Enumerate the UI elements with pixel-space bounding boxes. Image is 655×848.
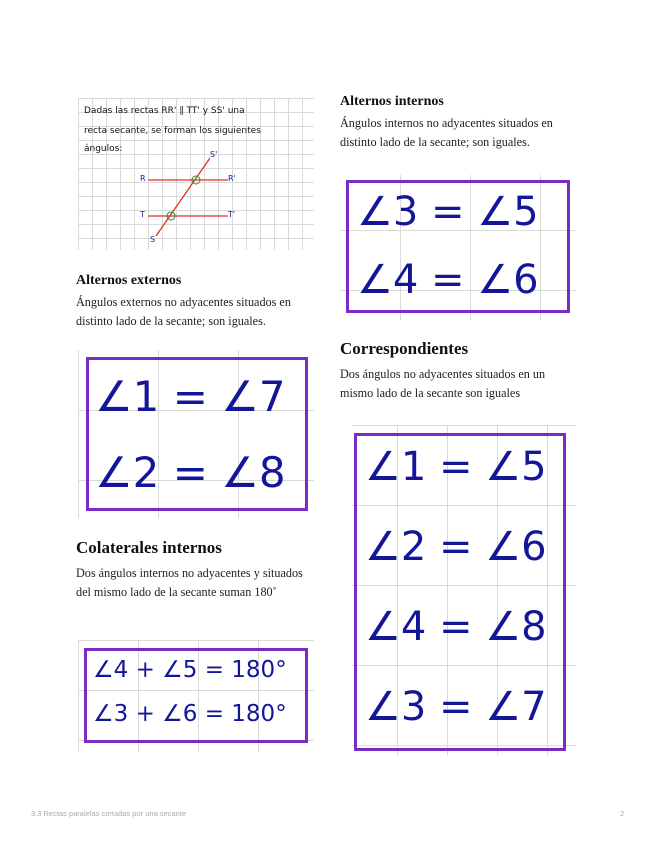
correspondientes-eq-1: ∠1 = ∠5 [365, 444, 547, 490]
alternos-internos-description: Ángulos internos no adyacentes situados en distinto lado de la secante; son iguales. [340, 116, 553, 149]
label-t-prime: T' [228, 210, 236, 219]
parallel-lines-diagram [78, 98, 314, 250]
intro-figure [78, 98, 314, 250]
colaterales-internos-box [84, 648, 308, 743]
label-r: R [140, 174, 146, 183]
alternos-internos-eq-1: ∠3 = ∠5 [357, 189, 539, 235]
colaterales-internos-eq-1: ∠4 + ∠5 = 180° [93, 657, 287, 683]
alternos-externos-title: Alternos externos [76, 273, 182, 288]
intro-text-line-2: recta secante, se forman los siguientes [84, 126, 261, 136]
alternos-externos-eq-1: ∠1 = ∠7 [95, 372, 286, 421]
alternos-externos-eq-2: ∠2 = ∠8 [95, 448, 286, 497]
correspondientes-description: Dos ángulos no adyacentes situados en un mismo lado de la secante son iguales [340, 367, 546, 400]
alternos-externos-section [76, 273, 314, 331]
correspondientes-title: Correspondientes [340, 339, 469, 358]
intro-text-line-3: ángulos: [84, 144, 123, 154]
correspondientes-eq-3: ∠4 = ∠8 [365, 604, 547, 650]
colaterales-internos-title: Colaterales internos [76, 538, 222, 557]
line-ss [156, 158, 210, 236]
correspondientes-eq-2: ∠2 = ∠6 [365, 524, 547, 570]
alternos-internos-box [346, 180, 570, 313]
colaterales-internos-eq-2: ∠3 + ∠6 = 180° [93, 701, 287, 727]
label-t: T [140, 210, 145, 219]
footer-title: 3.3 Rectas paralelas cortadas por una secante [31, 809, 187, 818]
intro-text-line-1: Dadas las rectas RR' ∥ TT' y SS' una [84, 106, 245, 116]
alternos-internos-title: Alternos internos [340, 94, 444, 109]
footer-page-number: 2 [620, 809, 625, 818]
alternos-internos-eq-2: ∠4 = ∠6 [357, 257, 539, 303]
colaterales-internos-section [76, 538, 314, 602]
label-r-prime: R' [228, 174, 236, 183]
correspondientes-box [354, 433, 566, 751]
label-s: S [150, 235, 156, 244]
label-s-prime: S' [210, 150, 218, 159]
colaterales-internos-description: Dos ángulos internos no adyacentes y situados del mismo lado de la secante suman 180˚ [76, 566, 303, 599]
correspondientes-section [340, 339, 580, 403]
alternos-externos-box [86, 357, 308, 511]
correspondientes-eq-4: ∠3 = ∠7 [365, 684, 547, 730]
alternos-externos-description: Ángulos externos no adyacentes situados en distinto lado de la secante; son iguales. [76, 295, 291, 328]
alternos-internos-section [340, 94, 580, 152]
